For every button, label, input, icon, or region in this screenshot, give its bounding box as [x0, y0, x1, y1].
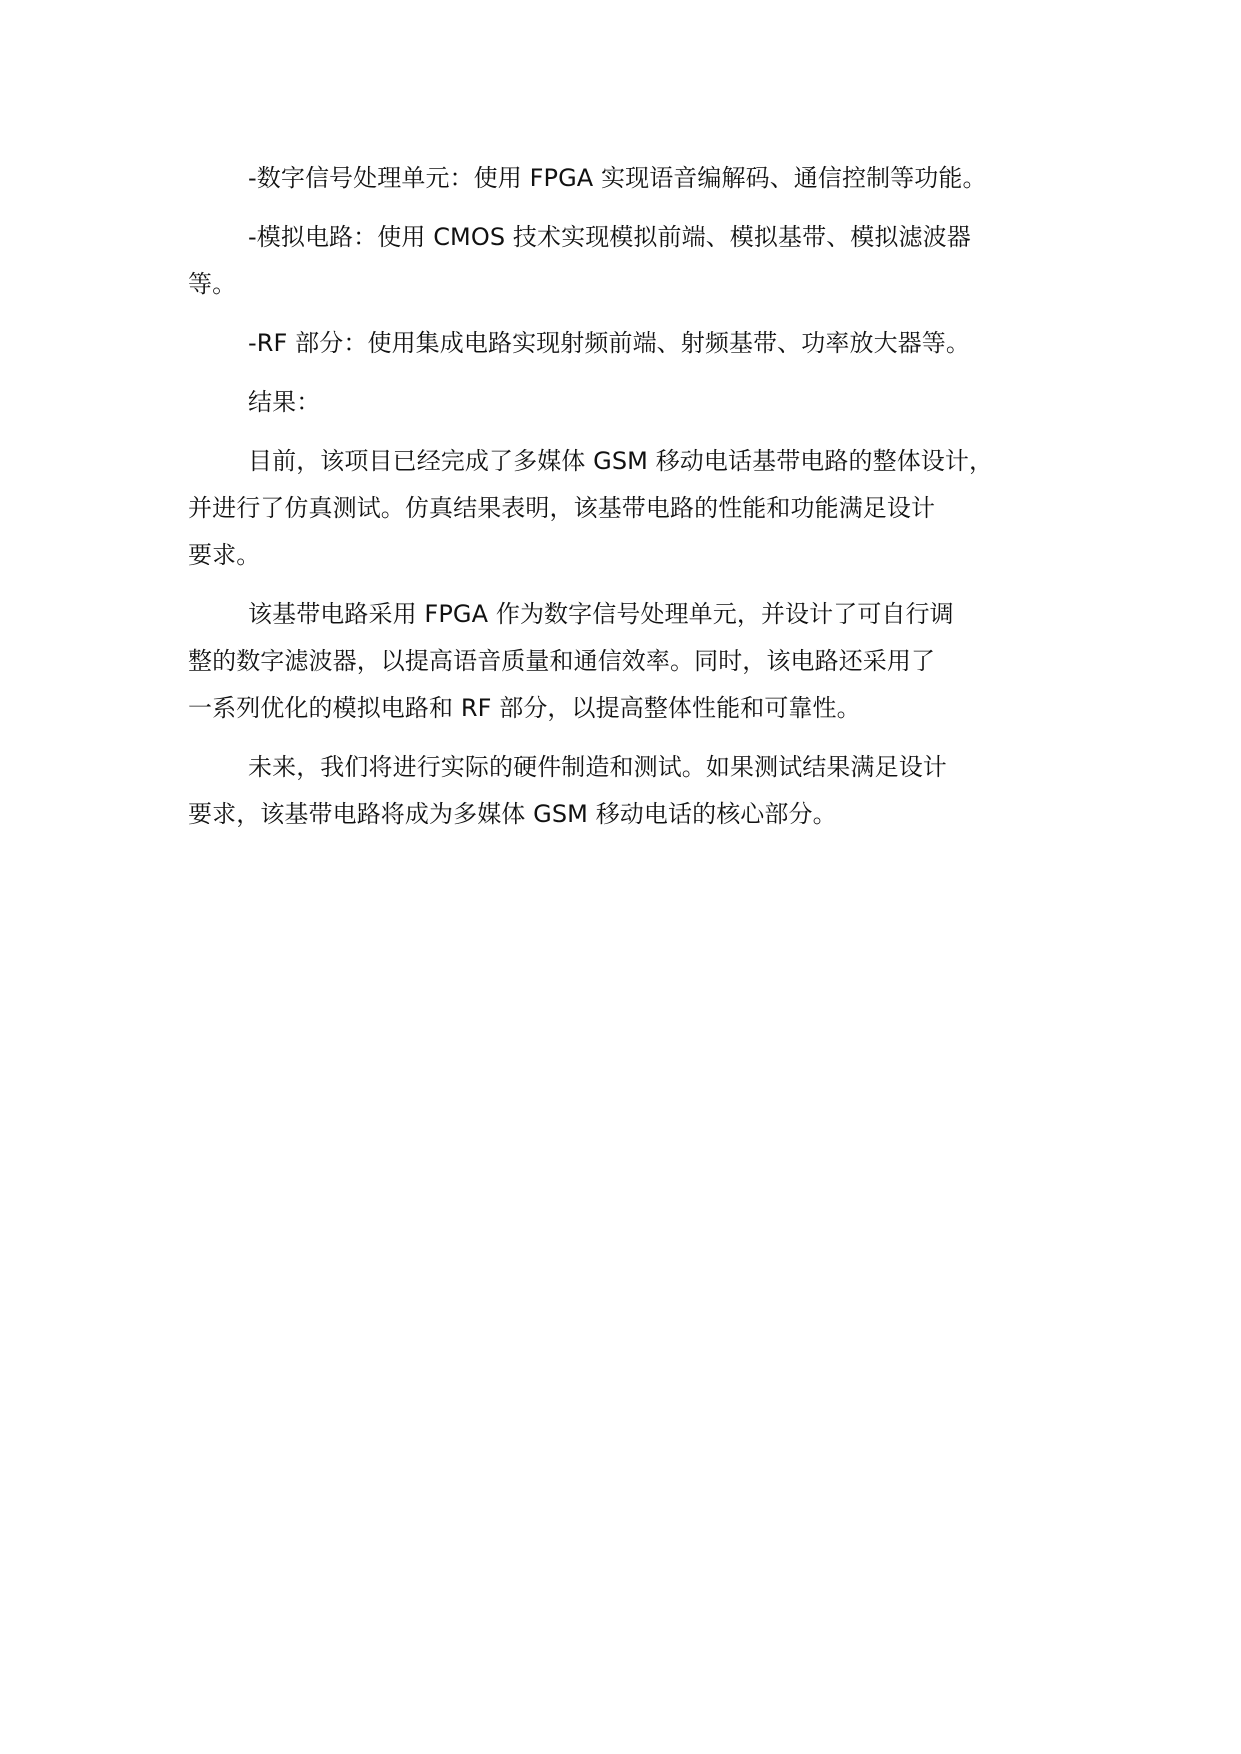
paragraph-current-status — [188, 438, 1088, 579]
paragraph-line: 该基带电路采用 FPGA 作为数字信号处理单元，并设计了可自行调 — [248, 600, 954, 628]
paragraph-line: 要求，该基带电路将成为多媒体 GSM 移动电话的核心部分。 — [188, 800, 837, 828]
paragraph-analog-circuit — [188, 214, 1088, 308]
paragraph-results-heading — [188, 379, 1088, 426]
paragraph-line: 一系列优化的模拟电路和 RF 部分，以提高整体性能和可靠性。 — [188, 694, 861, 722]
paragraph-line: 未来，我们将进行实际的硬件制造和测试。如果测试结果满足设计 — [248, 753, 947, 781]
paragraph-line: 整的数字滤波器，以提高语音质量和通信效率。同时，该电路还采用了 — [188, 647, 936, 675]
document-body — [188, 155, 1088, 850]
paragraph-line: 并进行了仿真测试。仿真结果表明，该基带电路的性能和功能满足设计 — [188, 494, 936, 522]
paragraph-line: 等。 — [188, 270, 237, 298]
paragraph-line: 目前，该项目已经完成了多媒体 GSM 移动电话基带电路的整体设计， — [248, 447, 994, 475]
paragraph-line: 结果： — [248, 388, 321, 416]
paragraph-line: 要求。 — [188, 541, 261, 569]
paragraph-line: -数字信号处理单元：使用 FPGA 实现语音编解码、通信控制等功能。 — [248, 164, 987, 192]
paragraph-circuit-design — [188, 591, 1088, 732]
paragraph-line: -模拟电路：使用 CMOS 技术实现模拟前端、模拟基带、模拟滤波器 — [248, 223, 971, 251]
paragraph-future-work — [188, 744, 1088, 838]
paragraph-dsp-unit — [188, 155, 1088, 202]
paragraph-rf-section — [188, 320, 1088, 367]
paragraph-line: -RF 部分：使用集成电路实现射频前端、射频基带、功率放大器等。 — [248, 329, 970, 357]
